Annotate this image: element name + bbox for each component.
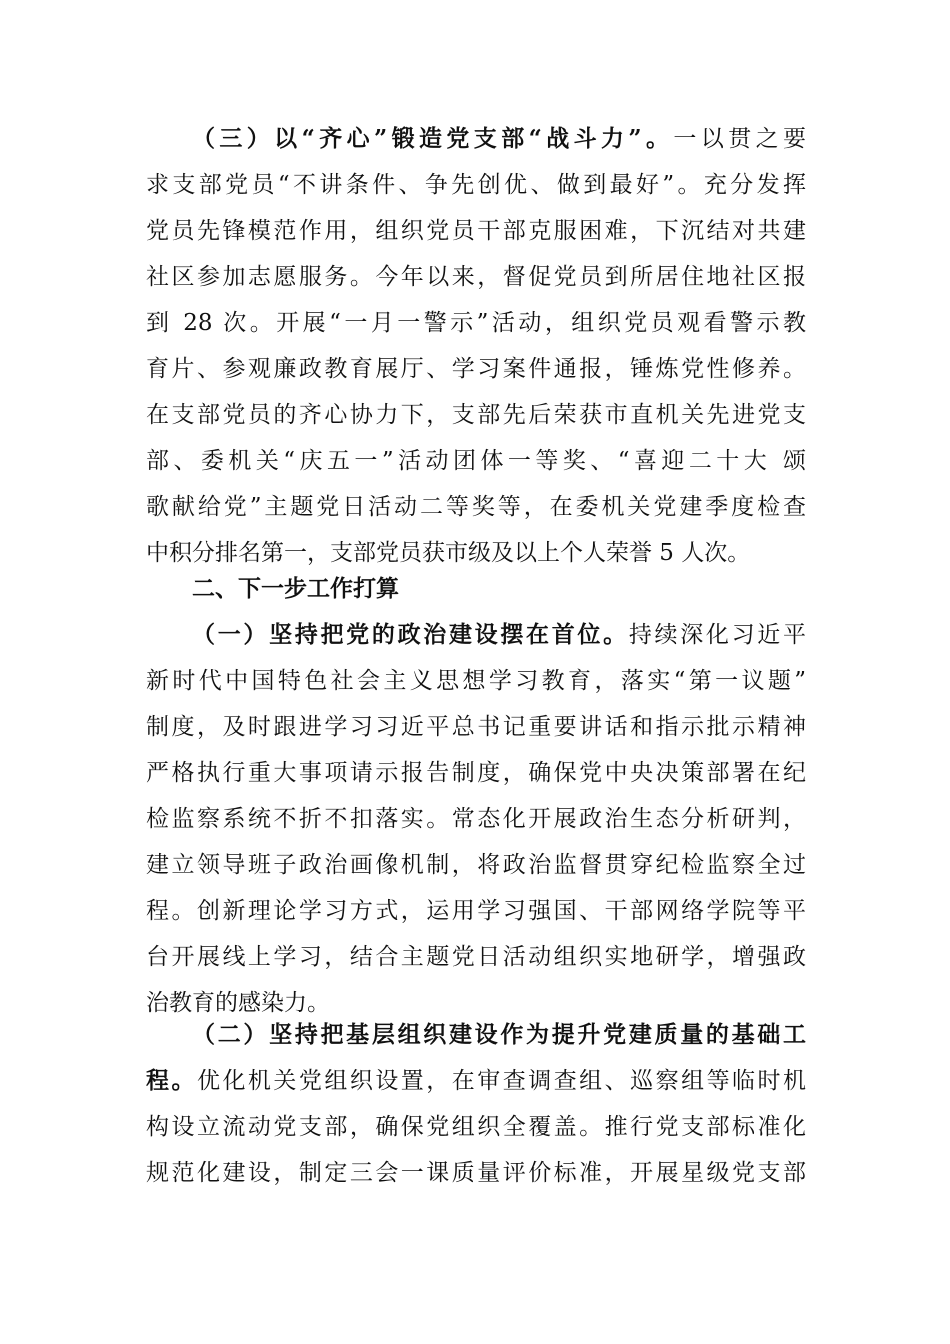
paragraph-item-2 bbox=[146, 1012, 806, 1196]
paragraph-line: 治教育的感染力。 bbox=[146, 990, 330, 1016]
paragraph-line: 规范化建设，制定三会一课质量评价标准，开展星级党支部 bbox=[146, 1160, 806, 1186]
paragraph-lead: （三）以“齐心”锻造党支部“战斗力”。 bbox=[192, 125, 674, 152]
paragraph-line: 建立领导班子政治画像机制，将政治监督贯穿纪检监察全过 bbox=[146, 852, 806, 878]
paragraph-line: 歌献给党”主题党日活动二等奖等，在委机关党建季度检查 bbox=[146, 494, 806, 520]
paragraph-line: 求支部党员“不讲条件、争先创优、做到最好”。充分发挥 bbox=[146, 172, 806, 198]
paragraph-line: 育片、参观廉政教育展厅、学习案件通报，锤炼党性修养。 bbox=[146, 356, 806, 382]
paragraph-lead-line: （二）坚持把基层组织建设作为提升党建质量的基础工 bbox=[192, 1021, 806, 1048]
section-heading-text: 二、下一步工作打算 bbox=[192, 576, 399, 602]
paragraph-line bbox=[146, 612, 806, 658]
paragraph-item-1 bbox=[146, 612, 806, 1026]
paragraph-line: 社区参加志愿服务。今年以来，督促党员到所居住地社区报 bbox=[146, 264, 806, 290]
paragraph-line: 检监察系统不折不扣落实。常态化开展政治生态分析研判， bbox=[146, 806, 806, 832]
paragraph-line bbox=[146, 1058, 806, 1104]
paragraph-line: 台开展线上学习，结合主题党日活动组织实地研学，增强政 bbox=[146, 944, 806, 970]
paragraph-lead: （一）坚持把党的政治建设摆在首位。 bbox=[192, 621, 629, 648]
paragraph-line: 严格执行重大事项请示报告制度，确保党中央决策部署在纪 bbox=[146, 760, 806, 786]
section-heading bbox=[146, 566, 806, 612]
paragraph-line: 制度，及时跟进学习习近平总书记重要讲话和指示批示精神 bbox=[146, 714, 806, 740]
paragraph-line: 程。创新理论学习方式，运用学习强国、干部网络学院等平 bbox=[146, 898, 806, 924]
paragraph-lead: 程。 bbox=[146, 1067, 197, 1094]
paragraph-line: 新时代中国特色社会主义思想学习教育，落实“第一议题” bbox=[146, 668, 806, 694]
paragraph-line: 中积分排名第一，支部党员获市级及以上个人荣誉 5 人次。 bbox=[146, 540, 751, 566]
paragraph-line: 党员先锋模范作用，组织党员干部克服困难，下沉结对共建 bbox=[146, 218, 806, 244]
paragraph-section-3 bbox=[146, 116, 806, 576]
paragraph-line: 部、委机关“庆五一”活动团体一等奖、“喜迎二十大 颂 bbox=[146, 448, 806, 474]
paragraph-line: 在支部党员的齐心协力下，支部先后荣获市直机关先进党支 bbox=[146, 402, 806, 428]
paragraph-line bbox=[146, 116, 806, 162]
paragraph-line: 构设立流动党支部，确保党组织全覆盖。推行党支部标准化 bbox=[146, 1114, 806, 1140]
paragraph-text: 优化机关党组织设置，在审查调查组、巡察组等临时机 bbox=[196, 1068, 807, 1094]
paragraph-text: 一以贯之要 bbox=[673, 126, 807, 152]
paragraph-text: 持续深化习近平 bbox=[628, 622, 807, 648]
paragraph-line: 到 28 次。开展“一月一警示”活动，组织党员观看警示教 bbox=[146, 310, 806, 336]
